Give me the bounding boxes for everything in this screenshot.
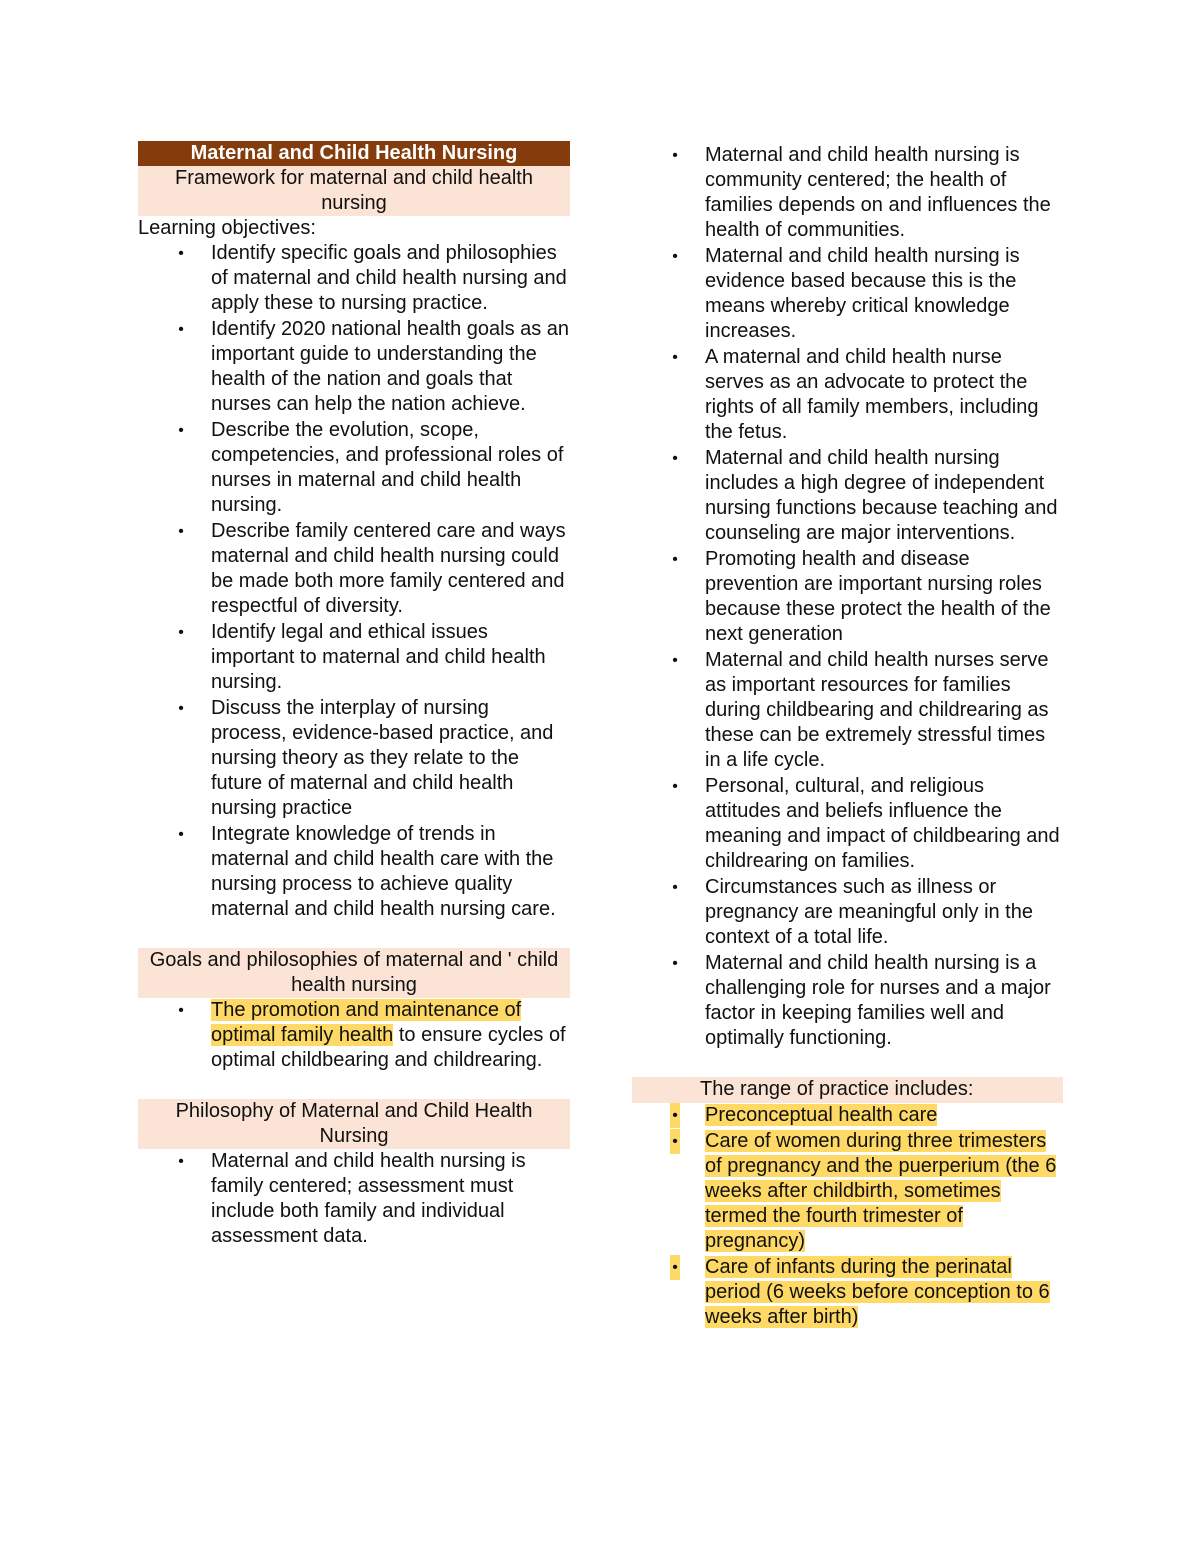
bullet-icon: • — [178, 826, 184, 843]
right-column — [632, 143, 1064, 1331]
bullet-icon: • — [178, 245, 184, 262]
framework-heading: Framework for maternal and child health nursing — [138, 166, 570, 216]
bullet-icon: • — [178, 321, 184, 338]
list-item — [632, 1103, 1064, 1128]
list-item: • Maternal and child health nursing is a challenging role for nurses and a major factor in keeping families well and optimally functioning. — [632, 951, 1064, 1051]
highlighted-text: Preconceptual health care — [705, 1104, 938, 1126]
bullet-icon: • — [670, 1103, 680, 1128]
range-list — [632, 1103, 1064, 1330]
left-column — [138, 141, 570, 1250]
list-item — [632, 1255, 1064, 1330]
highlighted-text: Care of infants during the perinatal period (6 weeks before conception to 6 weeks after birth) — [705, 1256, 1050, 1328]
list-item: • Maternal and child health nurses serve as important resources for families during childbearing and childrearing as these can be extremely stressful times in a life cycle. — [632, 648, 1064, 773]
list-item: • Maternal and child health nursing is community centered; the health of families depends on and influences the health of communities. — [632, 143, 1064, 243]
bullet-icon: • — [178, 700, 184, 717]
bullet-icon: • — [672, 778, 678, 795]
list-item: • Discuss the interplay of nursing process, evidence-based practice, and nursing theory as they relate to the future of maternal and child health nursing practice — [138, 696, 570, 821]
list-item: • Describe the evolution, scope, competencies, and professional roles of nurses in maternal and child health nursing. — [138, 418, 570, 518]
bullet-icon: • — [672, 147, 678, 164]
bullet-icon: • — [178, 523, 184, 540]
bullet-icon: • — [178, 624, 184, 641]
philosophy-list-start — [138, 1149, 570, 1249]
list-item: • Identify specific goals and philosophies of maternal and child health nursing and apply these to nursing practice. — [138, 241, 570, 316]
list-item: • Circumstances such as illness or pregnancy are meaningful only in the context of a total life. — [632, 875, 1064, 950]
bullet-icon: • — [672, 879, 678, 896]
bullet-icon: • — [672, 551, 678, 568]
list-item: • Describe family centered care and ways maternal and child health nursing could be made both more family centered and respectful of diversity. — [138, 519, 570, 619]
list-item: • Maternal and child health nursing is evidence based because this is the means whereby critical knowledge increases. — [632, 244, 1064, 344]
objectives-list — [138, 241, 570, 922]
bullet-icon: • — [178, 1153, 184, 1170]
bullet-icon: • — [670, 1129, 680, 1154]
philosophy-list-continued — [632, 143, 1064, 1051]
range-heading: The range of practice includes: — [632, 1077, 1063, 1103]
list-item — [632, 1129, 1064, 1254]
bullet-icon: • — [672, 955, 678, 972]
highlighted-text: The promotion and maintenance of optimal family health — [211, 999, 522, 1046]
list-item: • A maternal and child health nurse serves as an advocate to protect the rights of all family members, including the fetus. — [632, 345, 1064, 445]
bullet-icon: • — [672, 349, 678, 366]
bullet-icon: • — [178, 1002, 184, 1019]
bullet-icon: • — [670, 1255, 680, 1280]
bullet-icon: • — [672, 652, 678, 669]
list-item: • Promoting health and disease prevention are important nursing roles because these protect the health of the next generation — [632, 547, 1064, 647]
list-item: • Personal, cultural, and religious attitudes and beliefs influence the meaning and impact of childbearing and childrearing on families. — [632, 774, 1064, 874]
bullet-icon: • — [672, 450, 678, 467]
list-item: • The promotion and maintenance of optimal family health to ensure cycles of optimal childbearing and childrearing. — [138, 998, 570, 1073]
goals-list — [138, 998, 570, 1073]
list-item: • Maternal and child health nursing includes a high degree of independent nursing functions because teaching and counseling are major interventions. — [632, 446, 1064, 546]
list-item: • Identify legal and ethical issues important to maternal and child health nursing. — [138, 620, 570, 695]
list-item: • Integrate knowledge of trends in maternal and child health care with the nursing process to achieve quality maternal and child health nursing care. — [138, 822, 570, 922]
objectives-label: Learning objectives: — [138, 217, 316, 239]
goals-heading: Goals and philosophies of maternal and ' child health nursing — [138, 948, 570, 998]
document-title: Maternal and Child Health Nursing — [138, 141, 570, 166]
bullet-icon: • — [178, 422, 184, 439]
list-item: • Identify 2020 national health goals as an important guide to understanding the health of the nation and goals that nurses can help the nation achieve. — [138, 317, 570, 417]
highlighted-text: Care of women during three trimesters of pregnancy and the puerperium (the 6 weeks after childbirth, sometimes termed the fourth trimester of pregnancy) — [705, 1130, 1057, 1252]
bullet-icon: • — [672, 248, 678, 265]
list-item: • Maternal and child health nursing is family centered; assessment must include both family and individual assessment data. — [138, 1149, 570, 1249]
philosophy-heading: Philosophy of Maternal and Child Health Nursing — [138, 1099, 570, 1149]
